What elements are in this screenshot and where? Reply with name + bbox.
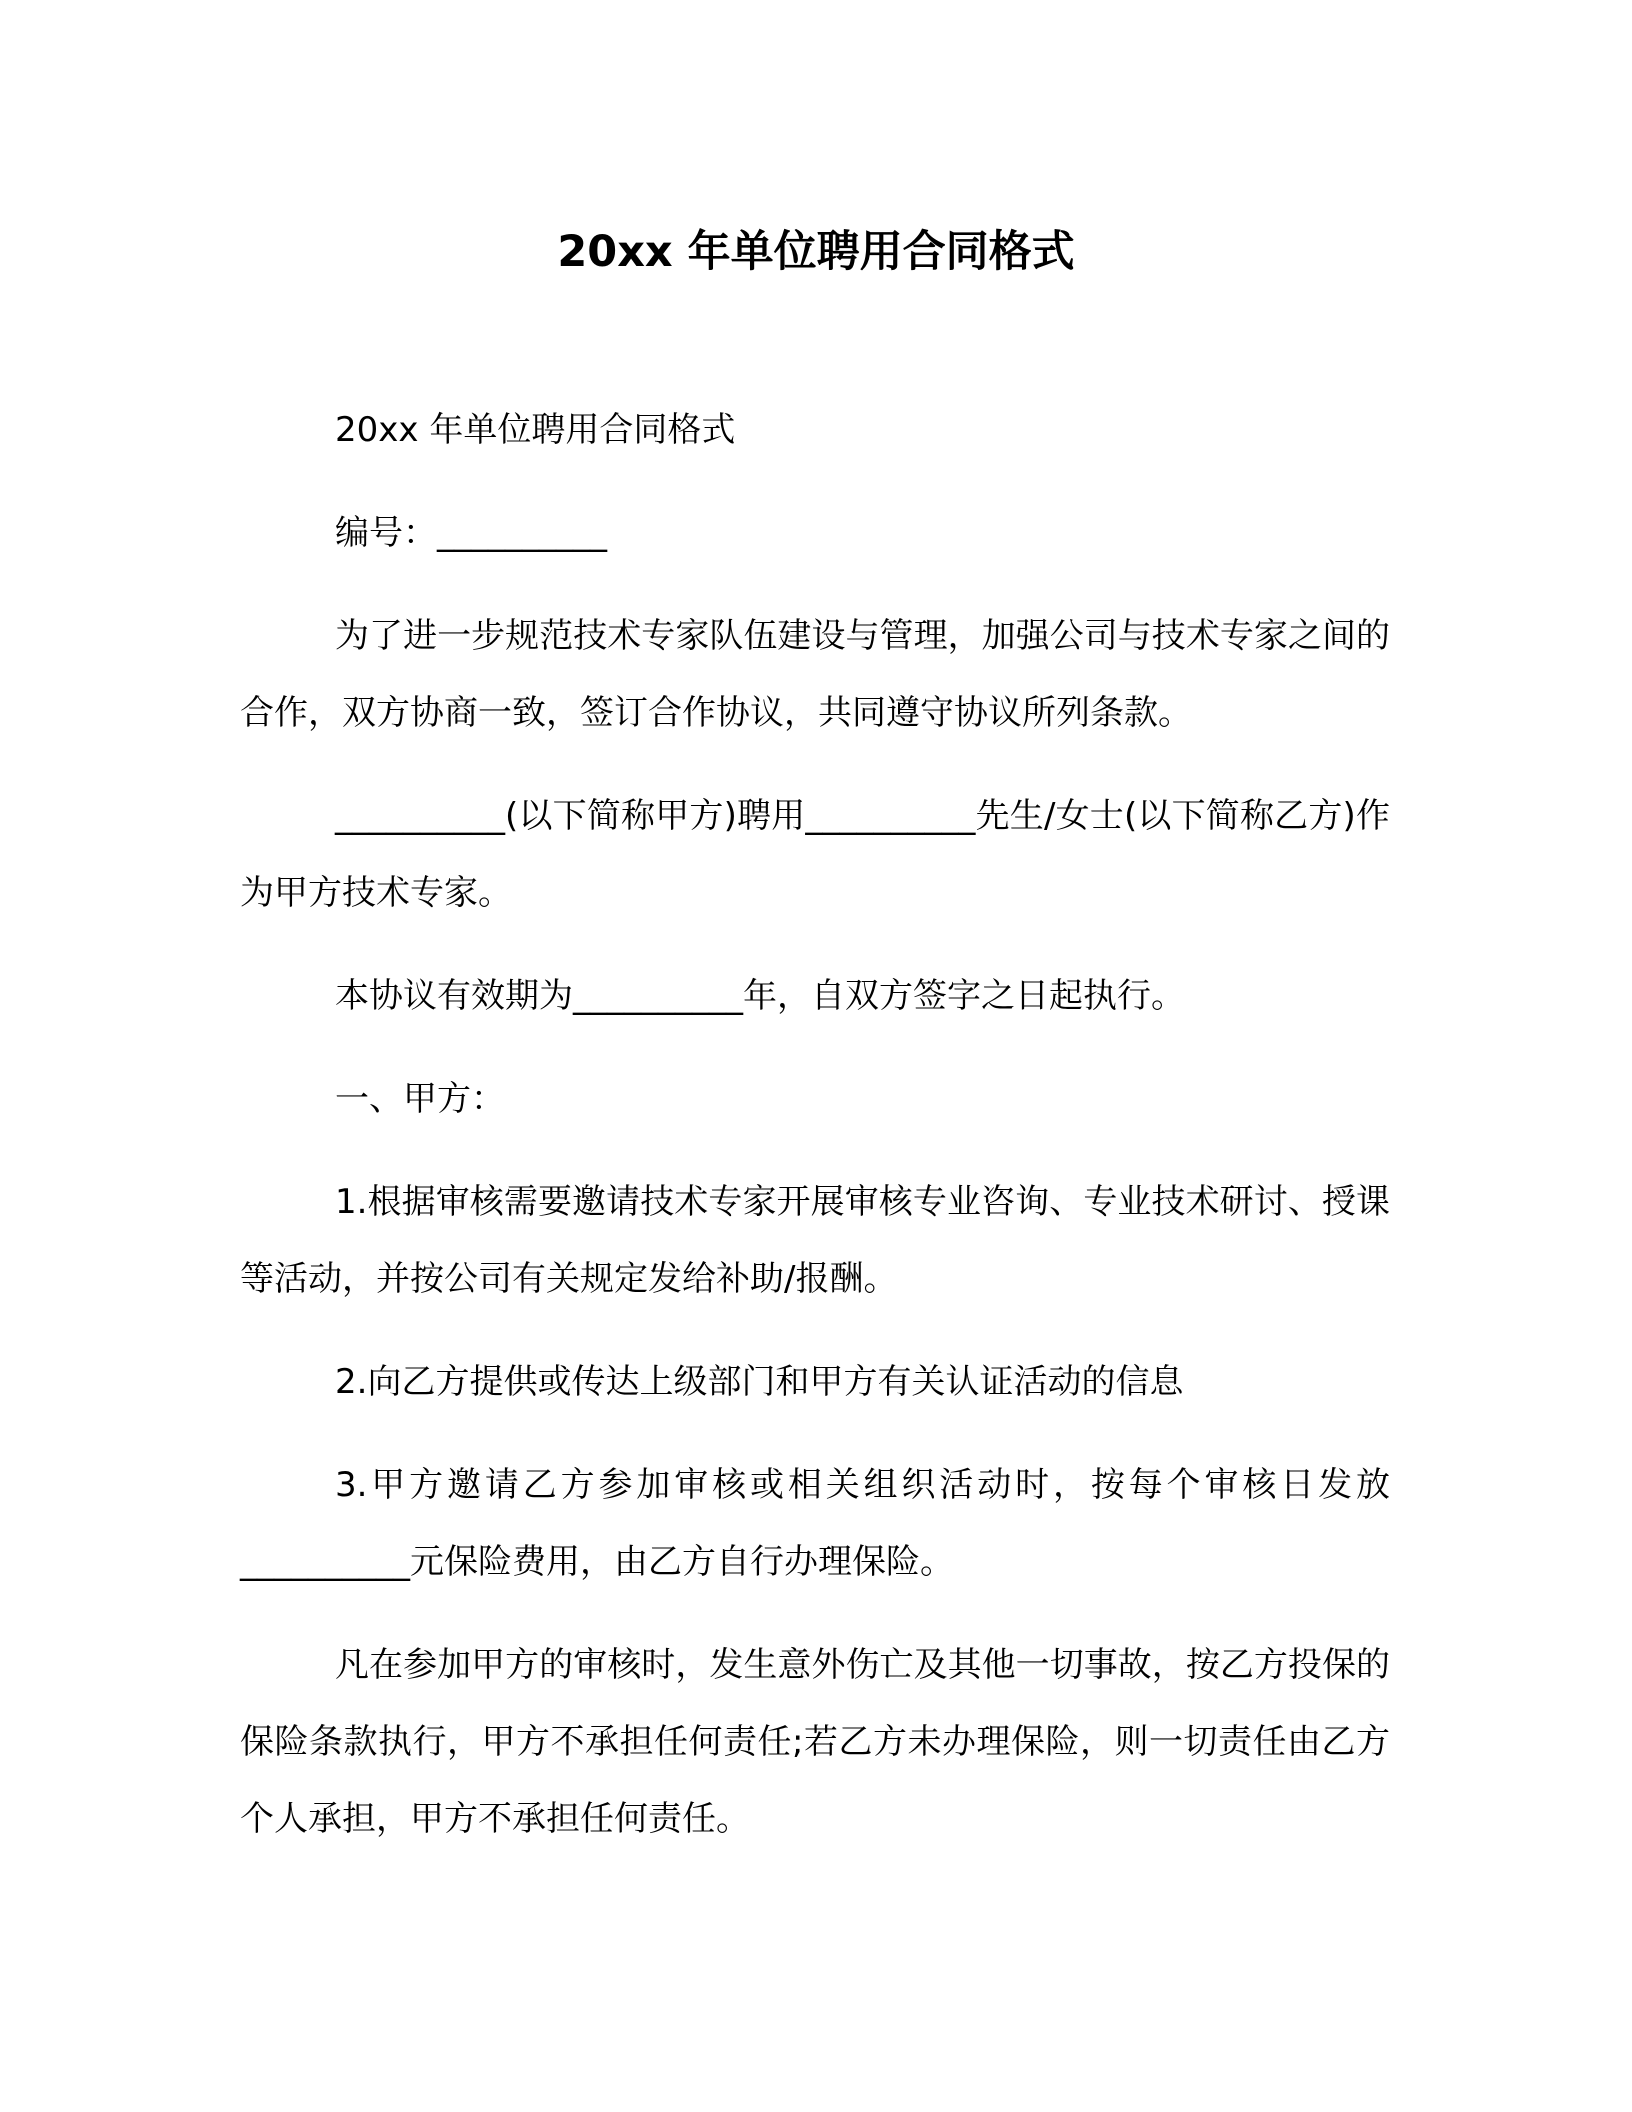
paragraph-serial-number: 编号：__________ <box>335 513 607 553</box>
paragraph-parties: __________(以下简称甲方)聘用__________先生/女士(以下简称乙方)作为甲方技术专家。 <box>240 796 1390 913</box>
clause-1: 1.根据审核需要邀请技术专家开展审核专业咨询、专业技术研讨、授课等活动，并按公司有关规定发给补助/报酬。 <box>240 1182 1390 1299</box>
paragraph-liability: 凡在参加甲方的审核时，发生意外伤亡及其他一切事故，按乙方投保的保险条款执行，甲方不承担任何责任;若乙方未办理保险，则一切责任由乙方个人承担，甲方不承担任何责任。 <box>240 1645 1390 1839</box>
clause-2: 2.向乙方提供或传达上级部门和甲方有关认证活动的信息 <box>335 1362 1184 1402</box>
clause-3: 3.甲方邀请乙方参加审核或相关组织活动时，按每个审核日发放__________元保险费用，由乙方自行办理保险。 <box>240 1465 1390 1582</box>
section-heading-party-a: 一、甲方： <box>335 1079 505 1119</box>
paragraph-purpose: 为了进一步规范技术专家队伍建设与管理，加强公司与技术专家之间的合作，双方协商一致，签订合作协议，共同遵守协议所列条款。 <box>240 616 1390 733</box>
paragraph-validity: 本协议有效期为__________年，自双方签字之日起执行。 <box>335 976 1185 1016</box>
paragraph-subtitle: 20xx 年单位聘用合同格式 <box>335 410 736 450</box>
document-title: 20xx 年单位聘用合同格式 <box>557 227 1075 277</box>
document-body <box>240 392 1390 1884</box>
